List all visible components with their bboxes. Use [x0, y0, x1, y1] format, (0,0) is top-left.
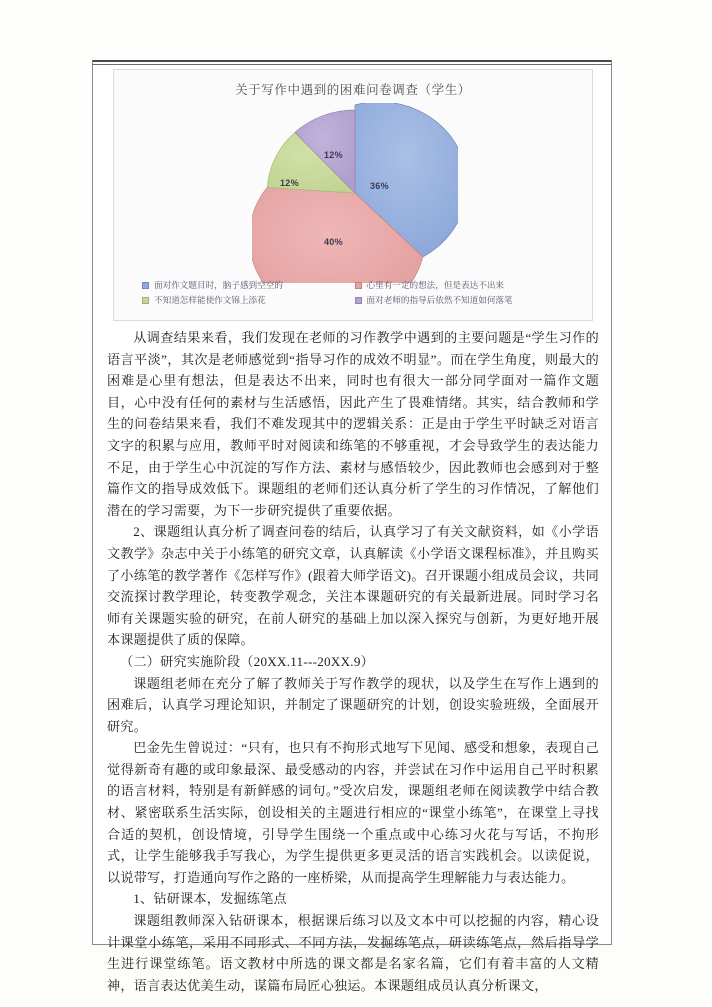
legend-label: 心里有一定的想法，但是表达不出来 — [366, 280, 505, 290]
pie-label-3: 12% — [280, 178, 299, 188]
page-content-frame — [92, 60, 612, 993]
survey-pie-chart — [113, 69, 593, 321]
legend-item — [142, 279, 355, 291]
document-body-text — [107, 327, 599, 996]
paragraph-analysis: 从调查结果来看，我们发现在老师的习作教学中遇到的主要问题是“学生习作的语言平淡”，其次是老师感觉到“指导习作的成效不明显”。而在学生角度，则最大的困难是心里有想法，但是表达不出来，同时也有很大一部分同学面对一篇作文题目，心中没有任何的素材与生活感悟，因此产生了畏难情绪。其实，结合教师和学生的问卷结果来看，我们不难发现其中的逻辑关系：正是由于学生平时缺乏对语言文字的积累与应用，教师平时对阅读和练笔的不够重视，才会导致学生的表达能力不足，由于学生心中沉淀的写作方法、素材与感悟较少，因此教师也会感到对于整篇作文的指导成效低下。课题组的老师们还认真分析了学生的习作情况，了解他们潜在的学习需要，为下一步研究提供了重要依据。 — [107, 330, 599, 518]
legend-swatch-icon — [355, 297, 362, 304]
pie-label-1: 36% — [370, 181, 389, 191]
paragraph-bajin-quote: 巴金先生曾说过：“只有，也只有不拘形式地写下见闻、感受和想象，表现自己觉得新奇有趣的或印象最深、最受感动的内容，并尝试在习作中运用自己平时积累的语言材料，特别是有新鲜感的词句。”受次启发，课题组老师在阅读教学中结合教材、紧密联系生活实际，创设相关的主题进行相应的“课堂小练笔”，在课堂上寻找合适的契机，创设情境，引导学生围绕一个重点或中心练习火花与写话，不拘形式，让学生能够我手写我心，为学生提供更多更灵活的语言实践机会。以读促说，以说带写，打造通向写作之路的一座桥梁，从而提高学生理解能力与表达能力。 — [107, 740, 599, 885]
pie-svg — [252, 103, 458, 283]
legend-swatch-icon — [355, 282, 362, 289]
paragraph-textbook-study: 课题组教师深入钻研课本，根据课后练习以及文本中可以挖掘的内容，精心设计课堂小练笔，采用不同形式、不同方法，发掘练笔点，研读练笔点，然后指导学生进行课堂练笔。语文教材中所选的课文都是名家名篇，它们有着丰富的人文精神，语言表达优美生动，谋篇布局匠心独运。本课题组成员认真分析课文， — [107, 913, 599, 993]
pie-label-4: 12% — [324, 150, 343, 160]
legend-swatch-icon — [142, 282, 149, 289]
legend-item — [355, 294, 568, 306]
paragraph-item-2: 2、课题组认真分析了调查问卷的结后，认真学习了有关文献资料，如《小学语文教学》杂志中关于小练笔的研究文章，认真解读《小学语文课程标准》，并且购买了小练笔的教学著作《怎样写作》(跟着大师学语文)。召开课题小组成员会议，共同交流探讨教学理论，转变教学观念，关注本课题研究的有关最新进展。同时学习名师有关课题实验的研究，在前人研究的基础上加以深入探究与创新，为更好地开展本课题提供了质的保障。 — [107, 524, 599, 648]
subsection-heading-one: 1、钻研课本，发掘练笔点 — [133, 891, 287, 907]
legend-label: 面对老师的指导后依然不知道如何落笔 — [366, 295, 513, 305]
legend-label: 不知道怎样能使作文锦上添花 — [154, 295, 266, 305]
pie-label-2: 40% — [324, 237, 343, 247]
chart-title: 关于写作中遇到的困难问卷调查（学生） — [235, 83, 471, 97]
legend-swatch-icon — [142, 297, 149, 304]
legend-item — [142, 294, 355, 306]
chart-legend — [142, 279, 567, 309]
paragraph-implementation: 课题组老师在充分了解了教师关于写作教学的现状，以及学生在写作上遇到的困难后，认真学习理论知识，并制定了课题研究的计划，创设实验班级，全面展开研究。 — [107, 675, 599, 734]
section-heading-two: （二）研究实施阶段（20XX.11---20XX.9） — [120, 653, 374, 669]
pie-graphic — [252, 103, 458, 283]
legend-item — [355, 279, 568, 291]
legend-label: 面对作文题目时，脑子感到空空的 — [154, 280, 283, 290]
